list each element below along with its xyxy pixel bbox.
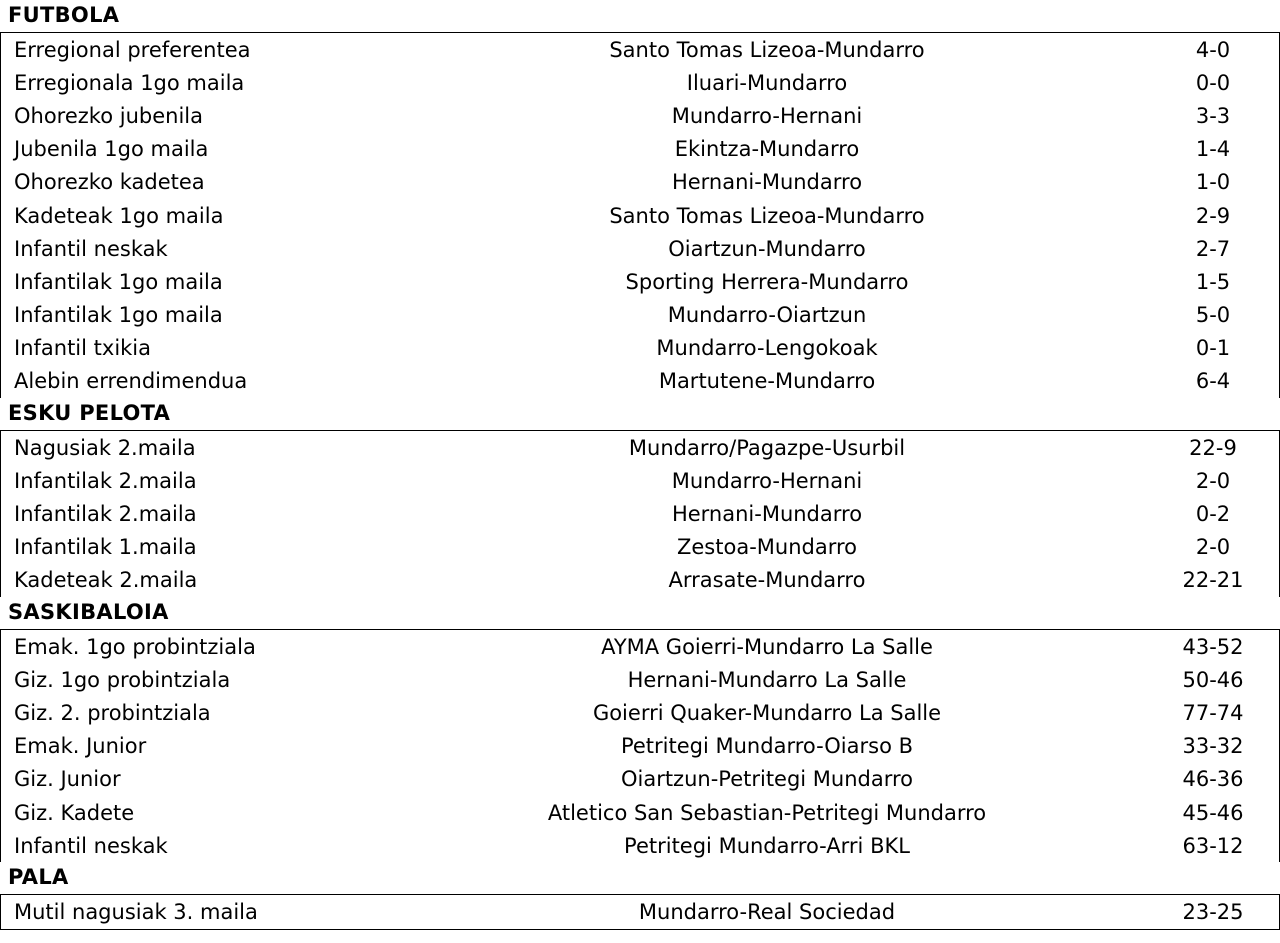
score-cell: 22-21 (1182, 568, 1244, 593)
result-row (0, 497, 1280, 530)
category-cell: Emak. Junior (14, 734, 147, 759)
score-cell: 2-9 (1195, 203, 1231, 228)
score-cell: 50-46 (1182, 667, 1244, 692)
category-cell: Giz. 2. probintziala (14, 700, 211, 725)
score-cell: 43-52 (1182, 634, 1244, 659)
match-cell: Goierri Quaker-Mundarro La Salle (592, 700, 942, 725)
category-cell: Jubenila 1go maila (14, 137, 209, 162)
match-cell: Mundarro/Pagazpe-Usurbil (628, 435, 906, 460)
match-cell: Santo Tomas Lizeoa-Mundarro (609, 203, 925, 228)
result-row (0, 199, 1280, 232)
match-cell: Arrasate-Mundarro (668, 568, 866, 593)
match-cell: Mundarro-Hernani (671, 468, 863, 493)
score-cell: 46-36 (1182, 767, 1244, 792)
result-row (0, 133, 1280, 166)
result-row (0, 232, 1280, 265)
match-cell: Petritegi Mundarro-Arri BKL (624, 833, 910, 858)
category-cell: Giz. Junior (14, 767, 121, 792)
category-cell: Giz. Kadete (14, 800, 135, 825)
section-header (0, 398, 1280, 431)
result-row (0, 696, 1280, 729)
match-cell: Mundarro-Oiartzun (667, 303, 867, 328)
score-cell: 3-3 (1195, 103, 1231, 128)
result-row (0, 630, 1280, 663)
result-row (0, 299, 1280, 332)
score-cell: 1-4 (1195, 137, 1231, 162)
match-cell: Martutene-Mundarro (658, 369, 876, 394)
category-cell: Infantil neskak (14, 833, 168, 858)
match-cell: Petritegi Mundarro-Oiarso B (620, 734, 914, 759)
score-cell: 45-46 (1182, 800, 1244, 825)
result-row (0, 663, 1280, 696)
score-cell: 0-1 (1195, 336, 1231, 361)
result-row (0, 895, 1280, 929)
match-cell: Hernani-Mundarro (671, 170, 863, 195)
score-cell: 1-5 (1195, 269, 1231, 294)
match-cell: Hernani-Mundarro (671, 502, 863, 527)
category-cell: Infantilak 1go maila (14, 269, 223, 294)
section-futbola (0, 0, 1280, 398)
category-cell: Alebin errendimendua (14, 369, 248, 394)
score-cell: 77-74 (1182, 700, 1244, 725)
score-cell: 4-0 (1195, 37, 1231, 62)
match-cell: Mundarro-Real Sociedad (638, 899, 896, 924)
result-row (0, 564, 1280, 597)
match-cell: Atletico San Sebastian-Petritegi Mundarro (547, 800, 987, 825)
category-cell: Infantil neskak (14, 236, 168, 261)
category-cell: Infantilak 1go maila (14, 303, 223, 328)
category-cell: Ohorezko kadetea (14, 170, 205, 195)
score-cell: 5-0 (1195, 303, 1231, 328)
result-row (0, 166, 1280, 199)
category-cell: Infantilak 2.maila (14, 468, 197, 493)
match-cell: Mundarro-Lengokoak (656, 336, 878, 361)
match-cell: AYMA Goierri-Mundarro La Salle (601, 634, 933, 659)
result-row (0, 531, 1280, 564)
score-cell: 1-0 (1195, 170, 1231, 195)
result-row (0, 829, 1280, 862)
section-pala (0, 862, 1280, 929)
category-cell: Emak. 1go probintziala (14, 634, 256, 659)
match-cell: Oiartzun-Mundarro (668, 236, 866, 261)
result-row (0, 332, 1280, 365)
section-esku-pelota (0, 398, 1280, 597)
result-row (0, 431, 1280, 464)
result-row (0, 99, 1280, 132)
category-cell: Mutil nagusiak 3. maila (14, 899, 258, 924)
score-cell: 0-0 (1195, 70, 1231, 95)
match-cell: Iluari-Mundarro (686, 70, 848, 95)
category-cell: Kadeteak 1go maila (14, 203, 224, 228)
result-row (0, 265, 1280, 298)
section-header (0, 0, 1280, 33)
category-cell: Kadeteak 2.maila (14, 568, 198, 593)
result-row (0, 464, 1280, 497)
score-cell: 23-25 (1182, 899, 1244, 924)
category-cell: Giz. 1go probintziala (14, 667, 231, 692)
result-row (0, 796, 1280, 829)
match-cell: Santo Tomas Lizeoa-Mundarro (609, 37, 925, 62)
score-cell: 2-0 (1195, 468, 1231, 493)
match-cell: Hernani-Mundarro La Salle (627, 667, 907, 692)
section-title: PALA (8, 865, 69, 890)
score-cell: 22-9 (1189, 435, 1237, 460)
section-title: SASKIBALOIA (8, 600, 169, 624)
section-title: ESKU PELOTA (8, 401, 171, 426)
section-header (0, 597, 1280, 630)
score-cell: 2-0 (1195, 535, 1231, 560)
category-cell: Erregionala 1go maila (14, 70, 245, 95)
score-cell: 33-32 (1182, 734, 1244, 759)
section-header (0, 862, 1280, 895)
category-cell: Infantilak 1.maila (14, 535, 197, 560)
score-cell: 6-4 (1195, 369, 1231, 394)
score-cell: 63-12 (1182, 833, 1244, 858)
category-cell: Ohorezko jubenila (14, 103, 203, 128)
score-cell: 0-2 (1195, 502, 1231, 527)
match-cell: Sporting Herrera-Mundarro (625, 269, 909, 294)
result-row (0, 730, 1280, 763)
result-row (0, 365, 1280, 398)
match-cell: Mundarro-Hernani (671, 103, 863, 128)
result-row (0, 33, 1280, 66)
category-cell: Infantil txikia (14, 336, 152, 361)
category-cell: Nagusiak 2.maila (14, 435, 196, 460)
category-cell: Erregional preferentea (14, 37, 251, 62)
result-row (0, 66, 1280, 99)
match-cell: Zestoa-Mundarro (677, 535, 857, 560)
category-cell: Infantilak 2.maila (14, 502, 197, 527)
match-cell: Ekintza-Mundarro (674, 137, 860, 162)
section-saskibaloia (0, 597, 1280, 862)
section-title: FUTBOLA (8, 3, 120, 27)
score-cell: 2-7 (1195, 236, 1231, 261)
match-cell: Oiartzun-Petritegi Mundarro (620, 767, 914, 792)
result-row (0, 763, 1280, 796)
